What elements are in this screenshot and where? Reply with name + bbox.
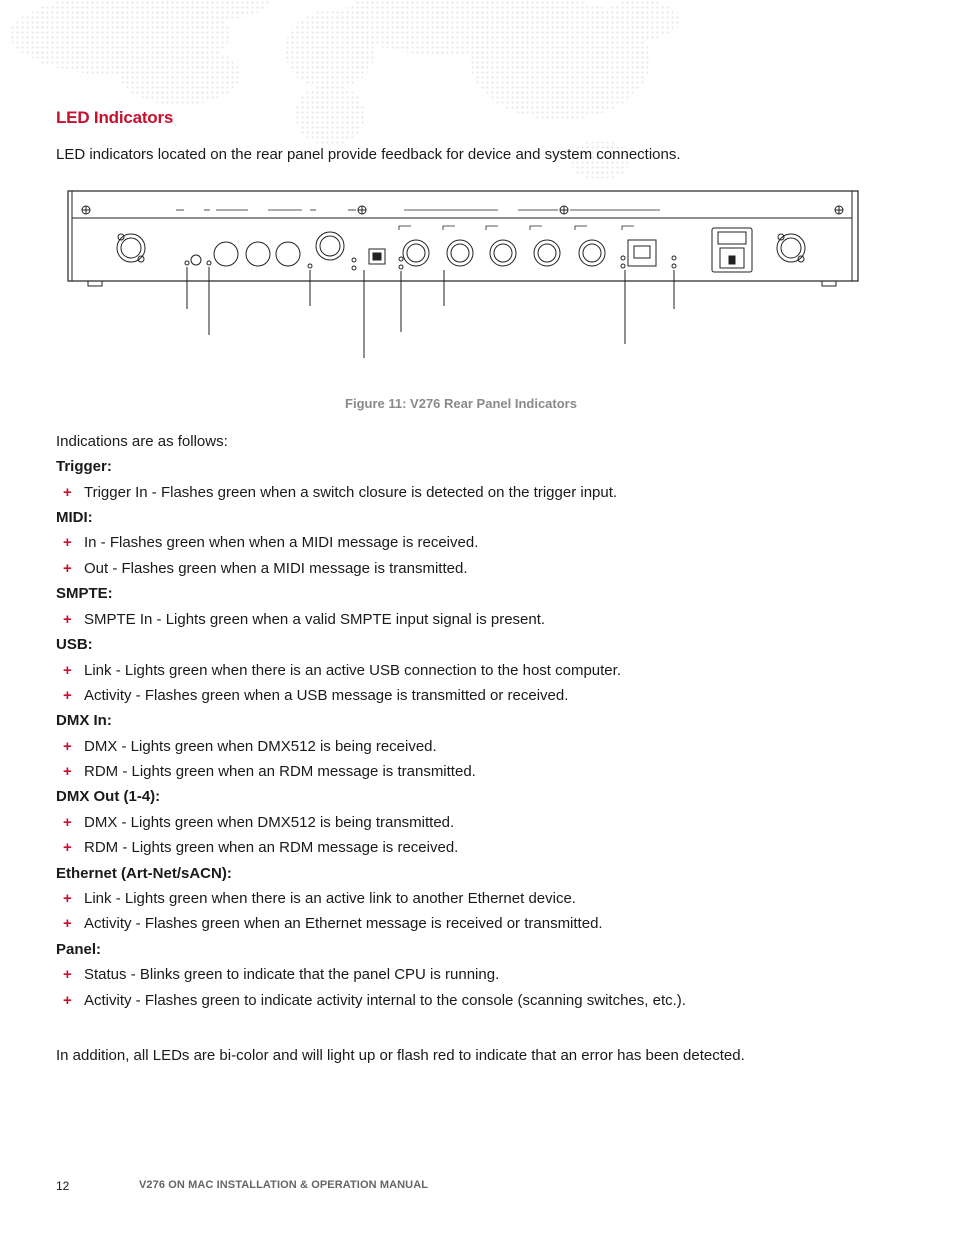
indicator-description: - Lights green when DMX512 is being received. <box>117 737 437 755</box>
led-panel-status <box>672 256 676 260</box>
indicator-name: Link <box>84 661 112 679</box>
indicator-groups <box>56 458 916 1017</box>
list-item <box>56 915 916 940</box>
indicator-description: - Flashes green when a switch closure is detected on the trigger input. <box>147 483 618 501</box>
indicator-description: - Flashes green to indicate activity internal to the console (scanning switches, etc.). <box>131 991 686 1009</box>
list-item <box>56 611 916 636</box>
xlr-connector-icon <box>777 234 805 262</box>
error-note: In addition, all LEDs are bi-color and will light up or flash red to indicate that an error has been detected. <box>56 1047 745 1064</box>
bullet-plus-icon: + <box>63 991 72 1009</box>
page-number: 12 <box>56 1179 70 1193</box>
indicator-name: Out <box>84 559 109 577</box>
smpte-connector-icon <box>316 232 356 270</box>
bullet-plus-icon: + <box>63 966 72 984</box>
indicator-description: - Lights green when DMX512 is being transmitted. <box>117 813 455 831</box>
bullet-plus-icon: + <box>63 890 72 908</box>
bullet-plus-icon: + <box>63 839 72 857</box>
indicator-name: Activity <box>84 991 132 1009</box>
group-title: Panel: <box>56 940 102 958</box>
bullet-plus-icon: + <box>63 610 72 628</box>
list-item <box>56 738 916 763</box>
led-trigger-in <box>185 261 189 265</box>
list-item <box>56 992 916 1017</box>
bullet-plus-icon: + <box>63 686 72 704</box>
indicator-name: Trigger In <box>84 483 148 501</box>
list-item <box>56 560 916 585</box>
list-item <box>56 814 916 839</box>
indicator-name: In <box>84 534 97 552</box>
bullet-plus-icon: + <box>63 737 72 755</box>
indicator-name: Activity <box>84 915 132 933</box>
group-title: SMPTE: <box>56 585 113 603</box>
indicator-description: - Flashes green when a USB message is transmitted or received. <box>131 686 569 704</box>
list-item <box>56 763 916 788</box>
led-dmx-in <box>399 257 403 261</box>
bullet-plus-icon: + <box>63 763 72 781</box>
list-item <box>56 966 916 991</box>
bullet-plus-icon: + <box>63 534 72 552</box>
led-panel-activity <box>672 264 676 268</box>
bullet-plus-icon: + <box>63 483 72 501</box>
list-item <box>56 484 916 509</box>
indicator-name: DMX <box>84 737 118 755</box>
list-item <box>56 662 916 687</box>
ethernet-port-icon <box>621 240 656 268</box>
manual-title: V276 ON MAC INSTALLATION & OPERATION MANUAL <box>139 1179 429 1191</box>
figure-caption: Figure 11: V276 Rear Panel Indicators <box>345 396 577 411</box>
indicator-name: SMPTE In <box>84 610 153 628</box>
indicator-name: DMX <box>84 813 118 831</box>
bullet-plus-icon: + <box>63 559 72 577</box>
list-item <box>56 687 916 712</box>
world-map-dot-background <box>0 0 954 200</box>
indicator-description: - Lights green when there is an active link to another Ethernet device. <box>111 890 576 908</box>
bullet-plus-icon: + <box>63 915 72 933</box>
indicator-description: - Lights green when an RDM message is transmitted. <box>118 763 476 781</box>
indications-intro: Indications are as follows: <box>56 433 228 450</box>
bullet-plus-icon: + <box>63 813 72 831</box>
trigger-jack-icon <box>191 255 201 265</box>
dmx-connector-icon <box>403 240 605 266</box>
bullet-plus-icon: + <box>63 661 72 679</box>
group-title: USB: <box>56 635 93 653</box>
indicator-description: - Lights green when an RDM message is received. <box>118 839 459 857</box>
group-title: MIDI: <box>56 508 93 526</box>
group-title: Ethernet (Art-Net/sACN): <box>56 864 232 882</box>
group-title: DMX Out (1-4): <box>56 788 161 806</box>
indicator-name: Link <box>84 890 112 908</box>
intro-paragraph: LED indicators located on the rear panel provide feedback for device and system connections. <box>56 146 681 163</box>
indicator-name: Status <box>84 966 127 984</box>
indicator-description: - Flashes green when an Ethernet message is received or transmitted. <box>131 915 603 933</box>
rear-panel-figure <box>66 188 862 368</box>
led-dmx-in-rdm <box>399 265 403 269</box>
indicator-name: RDM <box>84 763 119 781</box>
led-midi-in <box>207 261 211 265</box>
midi-connector-icon <box>214 242 300 266</box>
indicator-description: - Blinks green to indicate that the panel CPU is running. <box>126 966 500 984</box>
led-midi-out <box>308 264 312 268</box>
list-item <box>56 839 916 864</box>
xlr-connector-icon <box>117 234 145 262</box>
indicator-description: - Lights green when there is an active USB connection to the host computer. <box>111 661 621 679</box>
indicator-name: RDM <box>84 839 119 857</box>
usb-port-icon <box>369 249 385 264</box>
indicator-name: Activity <box>84 686 132 704</box>
indicator-description: - Flashes green when a MIDI message is transmitted. <box>108 559 468 577</box>
power-inlet-icon <box>712 228 752 272</box>
indicator-description: - Flashes green when when a MIDI message is received. <box>96 534 479 552</box>
indicator-description: - Lights green when a valid SMPTE input signal is present. <box>152 610 546 628</box>
group-title: DMX In: <box>56 712 112 730</box>
list-item <box>56 890 916 915</box>
section-title: LED Indicators <box>56 108 174 127</box>
group-title: Trigger: <box>56 458 112 475</box>
list-item <box>56 534 916 559</box>
